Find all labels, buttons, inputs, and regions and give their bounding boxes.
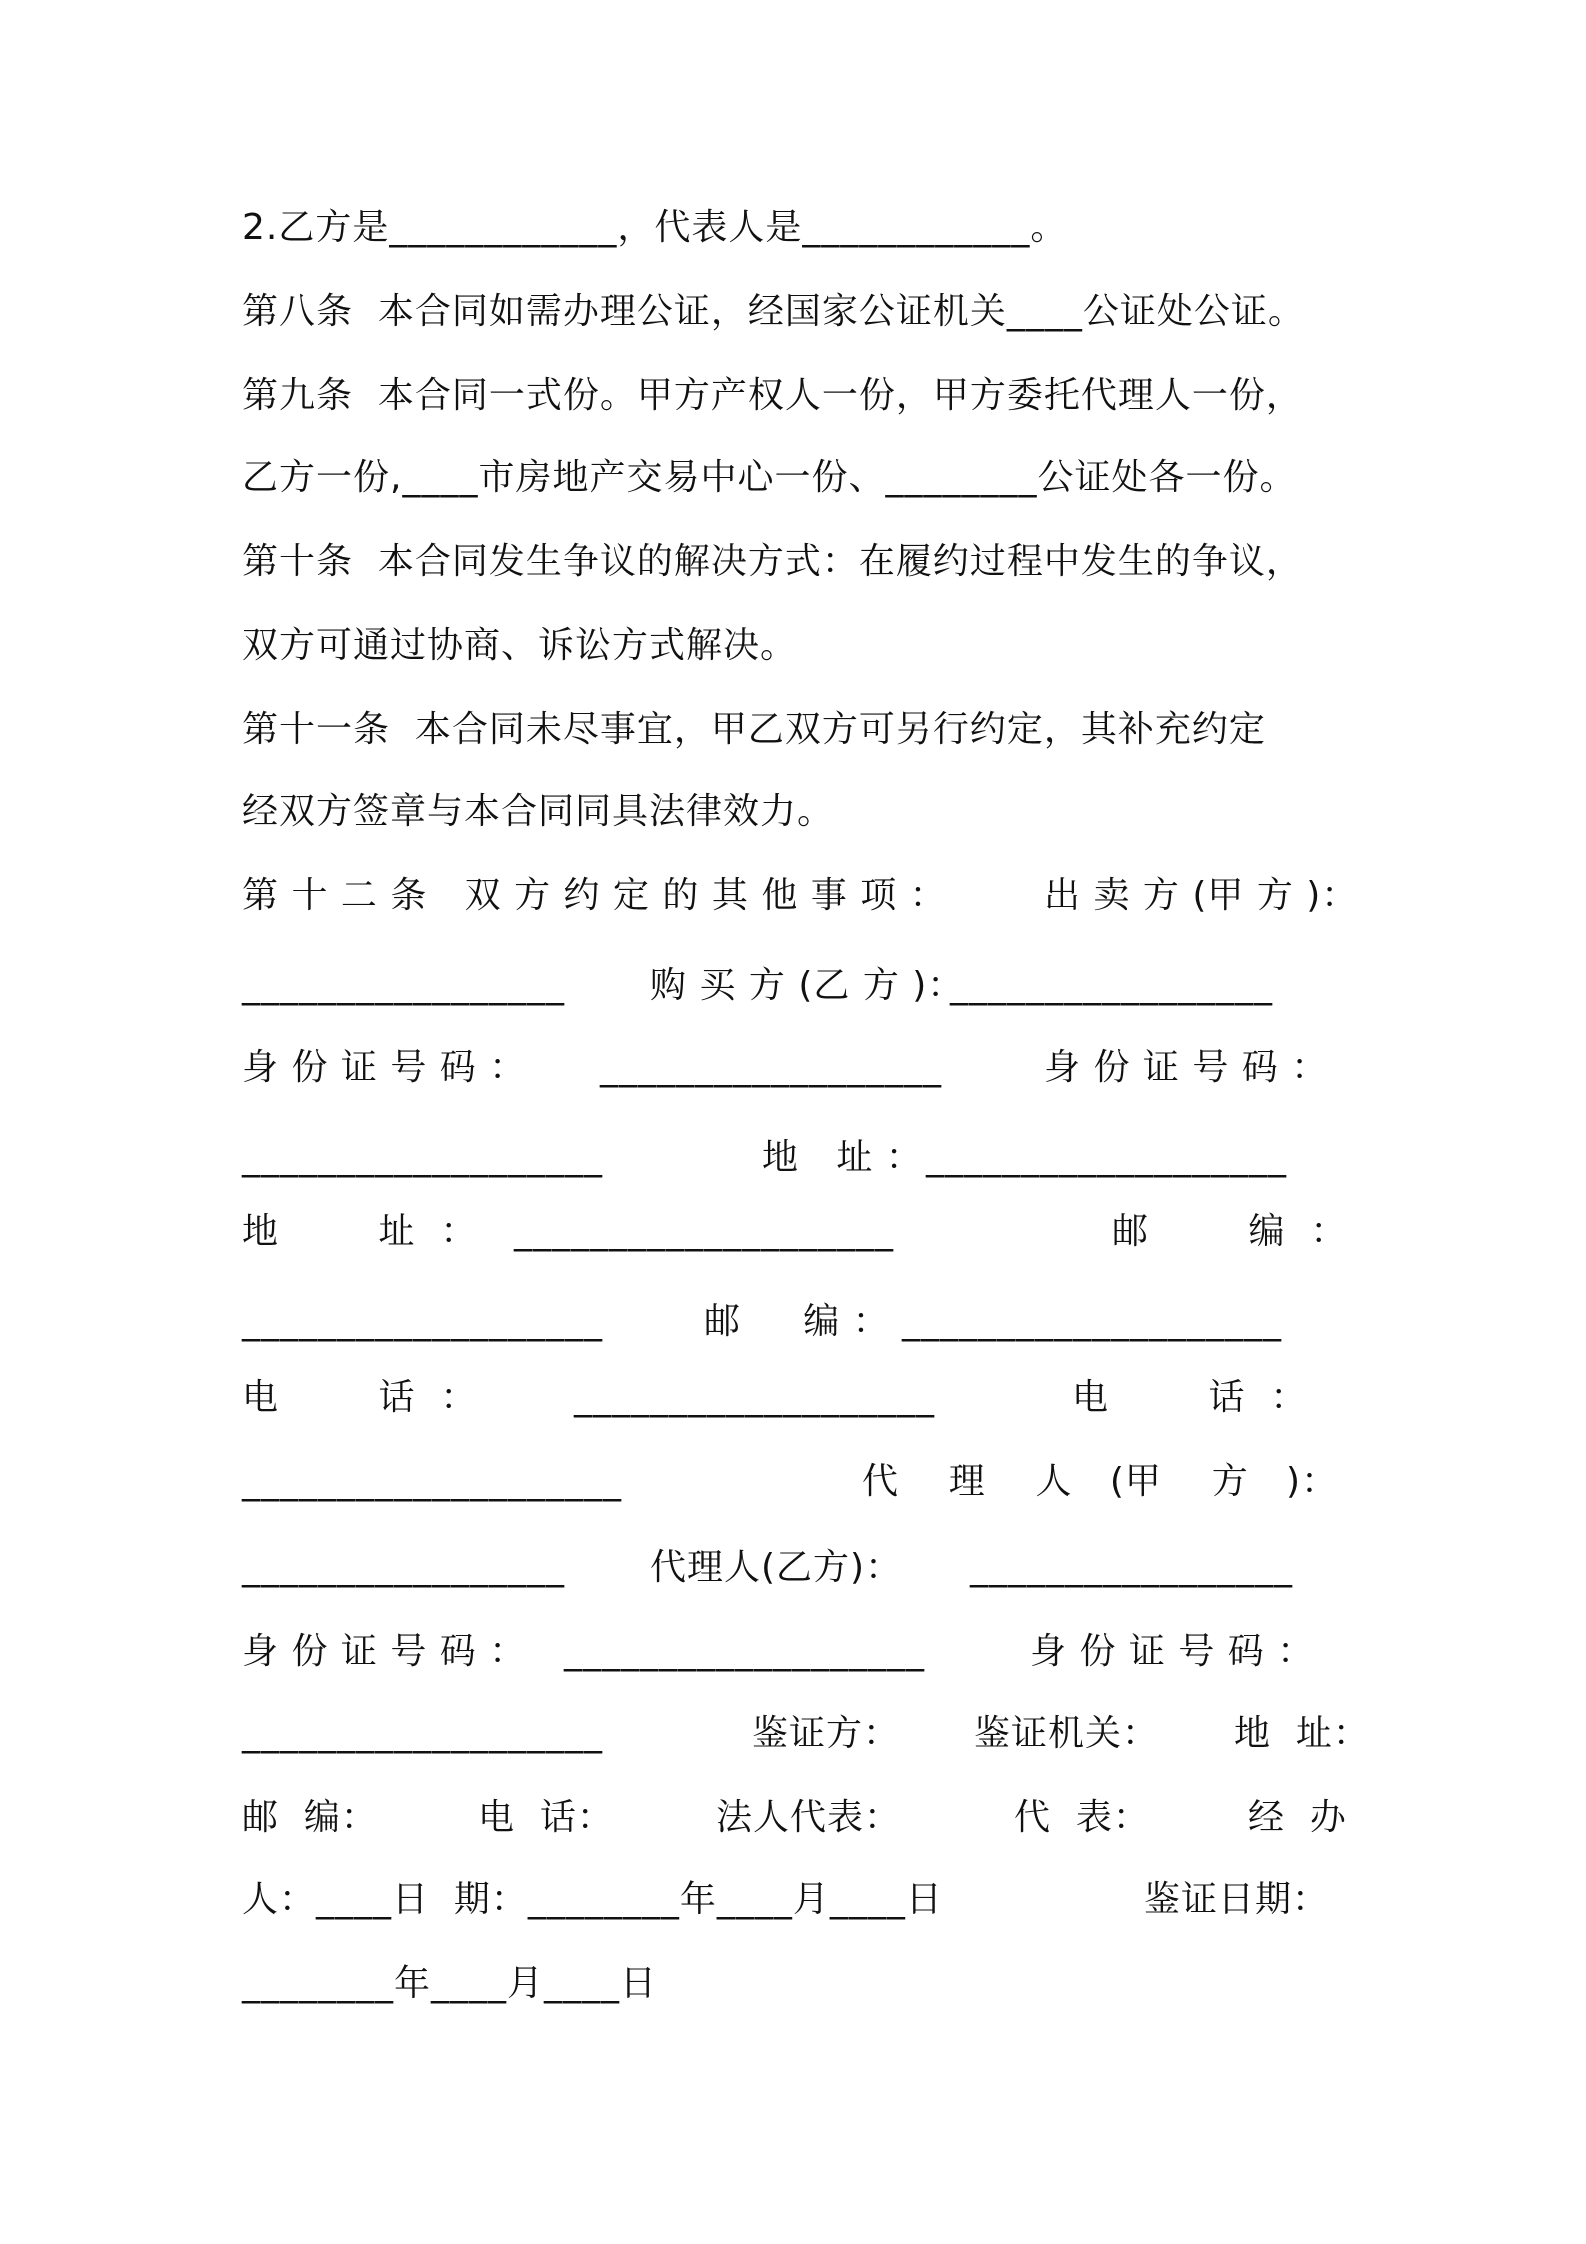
clause-12-label: 第 十 二 条 双 方 约 定 的 其 他 事 项 ： (242, 875, 947, 916)
seller-phone-label: 电 话 ： (242, 1377, 478, 1418)
notary-phone-label: 电 话： (478, 1797, 614, 1838)
agent-b-id-blank[interactable]: ___________________ (242, 1713, 603, 1754)
handler-label: 经 办 (1248, 1797, 1347, 1838)
seller-label: 出 卖 方 (甲 方 )： (1044, 875, 1359, 916)
agent-b-label: 代理人(乙方)： (650, 1547, 903, 1588)
buyer-id-blank[interactable]: ___________________ (242, 1137, 603, 1178)
clause-11-line-1: 第十一条 本合同未尽事宜，甲乙双方可另行约定，其补充约定 (242, 709, 1266, 750)
buyer-blank[interactable]: _________________ (950, 965, 1273, 1006)
seller-blank[interactable]: _________________ (242, 965, 565, 1006)
notary-postcode-label: 邮 编： (242, 1797, 378, 1838)
notary-label: 鉴证方： (752, 1713, 901, 1754)
buyer-address-blank[interactable]: ___________________ (926, 1137, 1287, 1178)
legal-rep-label: 法人代表： (716, 1797, 902, 1838)
buyer-phone-label: 电 话 ： (1072, 1377, 1308, 1418)
clause-11-line-2: 经双方签章与本合同同具法律效力。 (242, 791, 835, 832)
notarization-date-label: 鉴证日期： (1144, 1879, 1330, 1920)
clause-10-line-2: 双方可通过协商、诉讼方式解决。 (242, 625, 798, 666)
seller-address-blank[interactable]: ____________________ (514, 1211, 894, 1252)
agent-a-label: 代 理 人 (甲 方 )： (862, 1461, 1339, 1502)
seller-id-label: 身 份 证 号 码 ： (242, 1047, 527, 1088)
notary-authority-label: 鉴证机关： (974, 1713, 1160, 1754)
agent-b-id-label: 身 份 证 号 码 ： (1030, 1631, 1315, 1672)
notary-address-label: 地 址： (1234, 1713, 1370, 1754)
representative-label: 代 表： (1014, 1797, 1150, 1838)
buyer-postcode-blank[interactable]: ____________________ (902, 1301, 1282, 1342)
agent-a-id-blank[interactable]: ___________________ (564, 1631, 925, 1672)
buyer-postcode-label: 邮 编 ： (704, 1301, 890, 1342)
buyer-id-label: 身 份 证 号 码 ： (1044, 1047, 1329, 1088)
clause-9-line-2: 乙方一份,____市房地产交易中心一份、________公证处各一份。 (242, 457, 1297, 498)
buyer-address-label: 地 址 ： (762, 1137, 923, 1178)
agent-a-id-label: 身 份 证 号 码 ： (242, 1631, 527, 1672)
seller-phone-blank[interactable]: ___________________ (574, 1377, 935, 1418)
clause-9-line-1: 第九条 本合同一式份。甲方产权人一份，甲方委托代理人一份， (242, 375, 1303, 416)
seller-address-label: 地 址 ： (242, 1211, 478, 1252)
agent-a-blank[interactable]: _________________ (242, 1547, 565, 1588)
notarization-date-blank[interactable]: ________年____月____日 (242, 1963, 657, 2004)
clause-10-line-1: 第十条 本合同发生争议的解决方式：在履约过程中发生的争议， (242, 541, 1303, 582)
agent-b-blank[interactable]: _________________ (970, 1547, 1293, 1588)
buyer-label: 购 买 方 (乙 方 )： (650, 965, 965, 1006)
clause-8: 第八条 本合同如需办理公证，经国家公证机关____公证处公证。 (242, 291, 1305, 332)
clause-line-1: 2.乙方是____________，代表人是____________。 (242, 207, 1068, 248)
handler-date-line[interactable]: 人：____日 期：________年____月____日 (242, 1879, 943, 1920)
seller-postcode-blank[interactable]: ___________________ (242, 1301, 603, 1342)
seller-id-blank[interactable]: __________________ (600, 1047, 942, 1088)
buyer-phone-blank[interactable]: ____________________ (242, 1461, 622, 1502)
seller-postcode-label: 邮 编 ： (1112, 1211, 1348, 1252)
